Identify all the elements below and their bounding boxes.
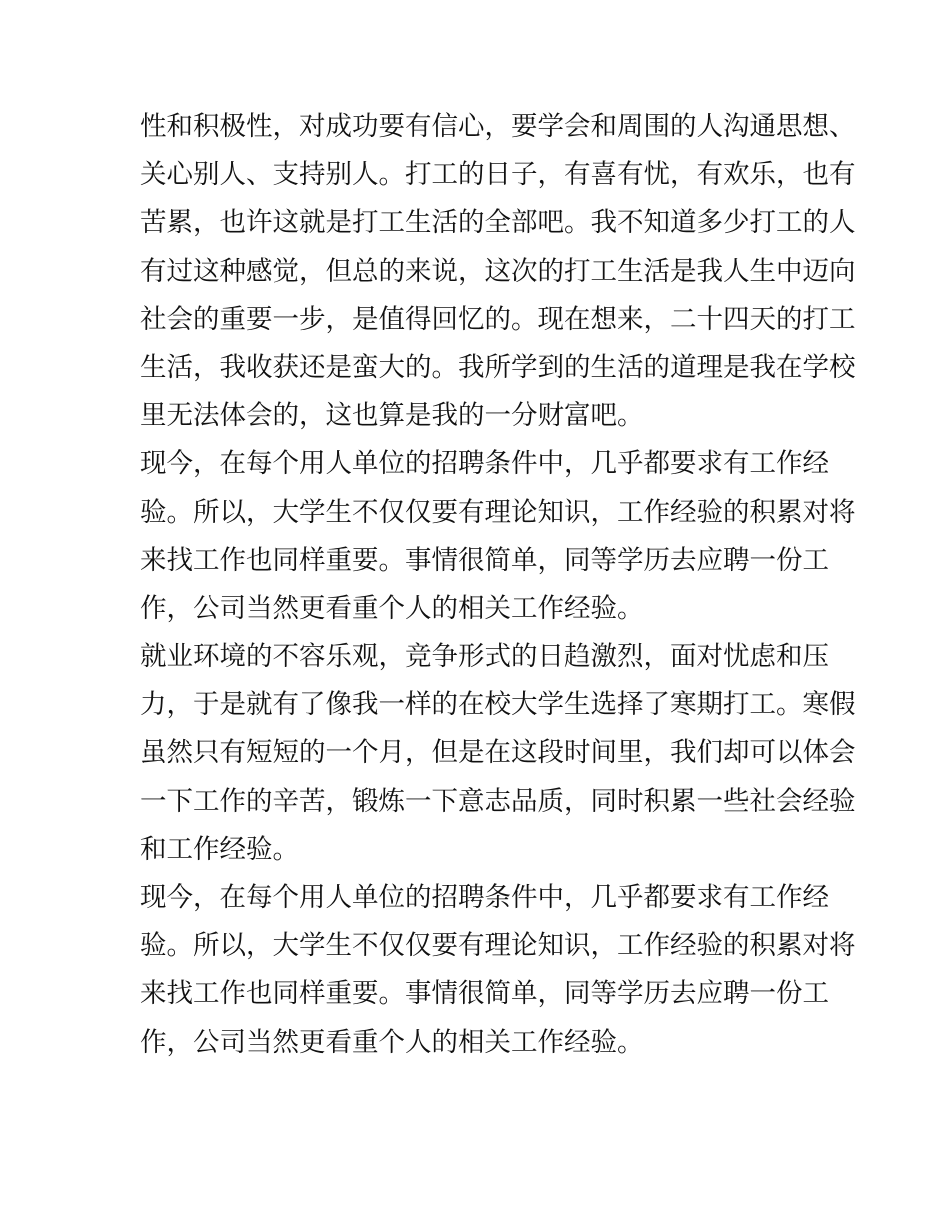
text-line: 现今，在每个用人单位的招聘条件中，几乎都要求有工作经: [140, 448, 829, 480]
text-line: 虽然只有短短的一个月，但是在这段时间里，我们却可以体会: [140, 737, 856, 769]
text-line: 苦累，也许这就是打工生活的全部吧。我不知道多少打工的人: [140, 207, 856, 239]
body-text: [140, 103, 856, 1067]
text-line: 来找工作也同样重要。事情很简单，同等学历去应聘一份工: [140, 978, 829, 1010]
text-line: 社会的重要一步，是值得回忆的。现在想来，二十四天的打工: [140, 303, 856, 335]
text-line: 验。所以，大学生不仅仅要有理论知识，工作经验的积累对将: [140, 930, 856, 962]
text-line: 性和积极性，对成功要有信心，要学会和周围的人沟通思想、: [140, 111, 856, 142]
text-line: 就业环境的不容乐观，竞争形式的日趋激烈，面对忧虑和压: [140, 641, 829, 673]
text-line: 有过这种感觉，但总的来说，这次的打工生活是我人生中迈向: [140, 255, 856, 287]
text-line: 现今，在每个用人单位的招聘条件中，几乎都要求有工作经: [140, 882, 829, 913]
text-line: 作，公司当然更看重个人的相关工作经验。: [140, 1026, 644, 1058]
text-line: 作，公司当然更看重个人的相关工作经验。: [140, 592, 644, 624]
text-line: 一下工作的辛苦，锻炼一下意志品质，同时积累一些社会经验: [140, 785, 856, 817]
text-line: 里无法体会的，这也算是我的一分财富吧。: [140, 400, 644, 432]
text-line: 和工作经验。: [140, 833, 299, 865]
text-line: 关心别人、支持别人。打工的日子，有喜有忧，有欢乐，也有: [140, 159, 856, 191]
text-line: 生活，我收获还是蛮大的。我所学到的生活的道理是我在学校: [140, 351, 856, 383]
text-line: 验。所以，大学生不仅仅要有理论知识，工作经验的积累对将: [140, 496, 856, 528]
text-line: 来找工作也同样重要。事情很简单，同等学历去应聘一份工: [140, 544, 829, 576]
text-line: 力，于是就有了像我一样的在校大学生选择了寒期打工。寒假: [140, 689, 856, 721]
